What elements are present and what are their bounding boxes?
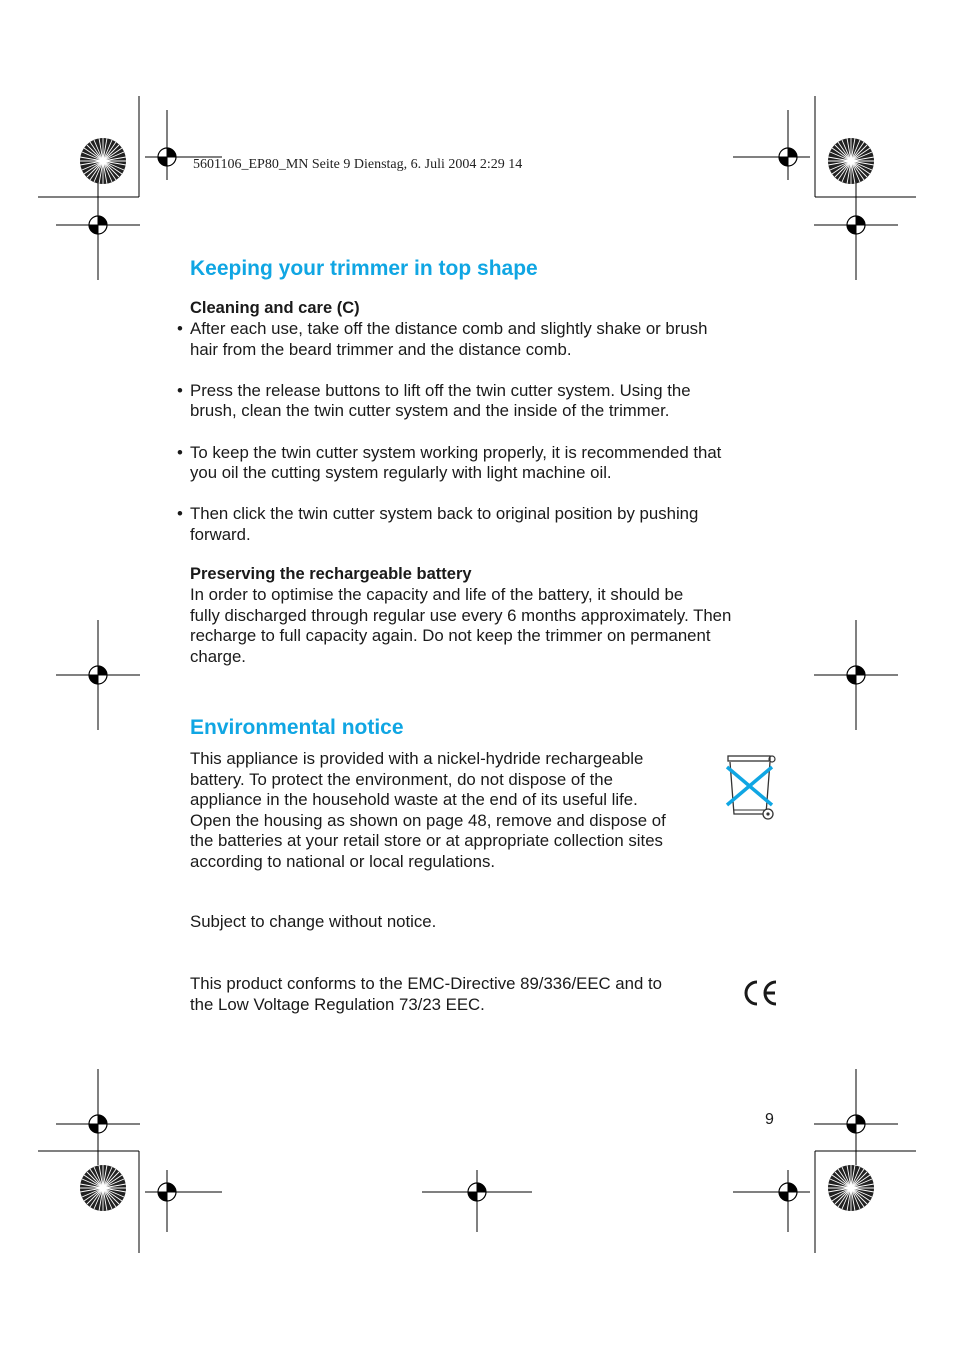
page-number: 9 <box>765 1111 774 1128</box>
print-slug-line: 5601106_EP80_MN Seite 9 Dienstag, 6. Juli 2004 2:29 14 <box>193 157 523 172</box>
star-target-bottom-left <box>80 1165 126 1211</box>
subject-to-change-notice: Subject to change without notice. <box>190 912 437 931</box>
list-item: • Press the release buttons to lift off the twin cutter system. Using the brush, clean the twin cutter system and the inside of the trimmer. <box>177 380 691 421</box>
bullet-dot: • <box>177 504 183 524</box>
bullet-dot: • <box>177 442 183 462</box>
cleaning-bullet-list <box>177 319 790 546</box>
star-target-bottom-right <box>828 1165 874 1211</box>
star-target-top-left <box>80 138 126 184</box>
star-target-top-right <box>828 138 874 184</box>
bullet-dot: • <box>177 380 183 400</box>
ce-mark-icon <box>740 977 780 1009</box>
conformity-statement: This product conforms to the EMC-Directive 89/336/EEC and to the Low Voltage Regulation 73/23 EEC. <box>190 974 662 1014</box>
list-item: • To keep the twin cutter system working properly, it is recommended that you oil the cutting system regularly with light machine oil. <box>177 442 722 483</box>
bullet-dot: • <box>177 319 183 338</box>
subheading-cleaning-care: Cleaning and care (C) <box>190 299 360 317</box>
subheading-battery: Preserving the rechargeable battery <box>190 565 472 583</box>
crossed-out-wheelie-bin-icon <box>722 752 780 822</box>
section-title-environmental: Environmental notice <box>190 716 404 739</box>
battery-paragraph: In order to optimise the capacity and life of the battery, it should be fully discharged through regular use every 6 months approximately. Then recharge to full capacity again. Do not keep the trimmer on permanent charge. <box>190 585 732 666</box>
list-item: • After each use, take off the distance comb and slightly shake or brush hair from the beard trimmer and the distance comb. <box>177 319 708 359</box>
section-title-keeping-trimmer: Keeping your trimmer in top shape <box>190 257 538 280</box>
list-item: • Then click the twin cutter system back to original position by pushing forward. <box>177 504 699 544</box>
environmental-paragraph: This appliance is provided with a nickel-hydride rechargeable battery. To protect the environment, do not dispose of the appliance in the household waste at the end of its useful life. Open the housing as shown on page 48, remove and dispose of the batteries at your retail store or at appropriate collection sites according to national or local regulations. <box>190 749 666 871</box>
